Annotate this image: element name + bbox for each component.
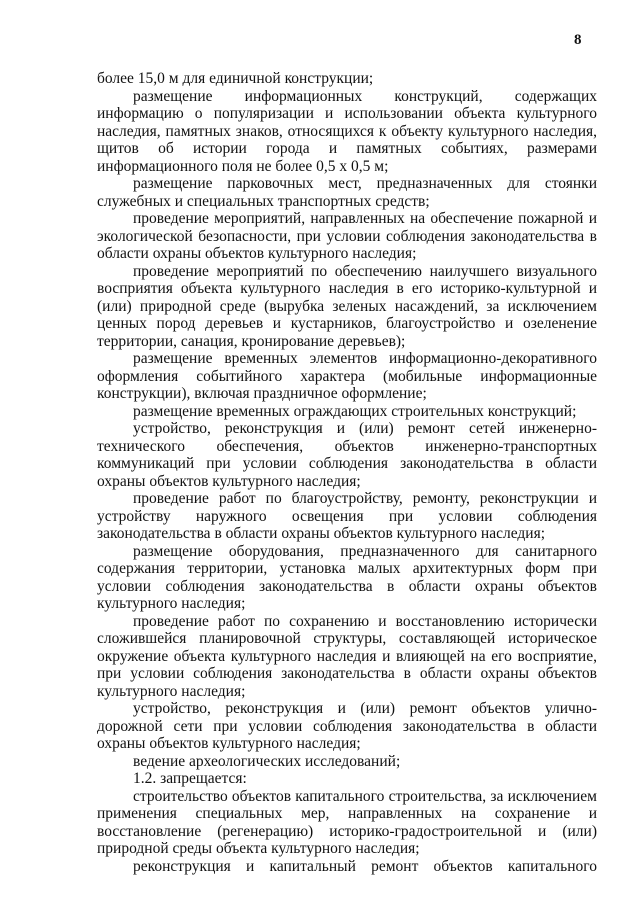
paragraph-visual-perception: проведение мероприятий по обеспечению наилучшего визуального восприятия объекта культурного наследия в его историко-культурной и (или) природной среде (вырубка зеленых насаждений, за исключением ценных пород деревьев и кустарников, благоустройство и озеленение территории, санация, кронирование деревьев);: [97, 262, 597, 350]
paragraph-landscaping-lighting: проведение работ по благоустройству, ремонту, реконструкции и устройству наружного освещения при условии соблюдения законодательства в области охраны объектов культурного наследия;: [97, 490, 597, 542]
paragraph-reconstruction: реконструкция и капитальный ремонт объектов капитального: [133, 857, 597, 875]
paragraph-planning-structure: проведение работ по сохранению и восстановлению исторически сложившейся планировочной структуры, составляющей историческое окружение объекта культурного наследия и влияющей на его восприятие, при условии соблюдения законодательства в области охраны объектов культурного наследия;: [97, 612, 597, 700]
document-body: [97, 70, 597, 875]
page-number: 8: [574, 32, 582, 48]
paragraph-info-structures: размещение информационных конструкций, содержащих информацию о популяризации и использовании объекта культурного наследия, памятных знаков, относящихся к объекту культурного наследия, щитов об истории города и памятных событиях, размерами информационного поля не более 0,5 х 0,5 м;: [97, 87, 597, 175]
paragraph-temporary-fences: размещение временных ограждающих строительных конструкций;: [133, 402, 577, 420]
paragraph-section-heading: 1.2. запрещается:: [133, 770, 247, 787]
paragraph-temporary-decor: размещение временных элементов информационно-декоративного оформления событийного характера (мобильные информационные конструкции), включая праздничное оформление;: [97, 350, 597, 402]
paragraph-fire-safety: проведение мероприятий, направленных на обеспечение пожарной и экологической безопасности, при условии соблюдения законодательства в области охраны объектов культурного наследия;: [97, 210, 597, 262]
paragraph-parking: размещение парковочных мест, предназначенных для стоянки служебных и специальных транспортных средств;: [97, 175, 597, 210]
paragraph-archaeology: ведение археологических исследований;: [133, 752, 401, 770]
paragraph-continuation: более 15,0 м для единичной конструкции;: [97, 70, 374, 87]
paragraph-engineering-networks: устройство, реконструкция и (или) ремонт сетей инженерно-технического обеспечения, объектов инженерно-транспортных коммуникаций при условии соблюдения законодательства в области охраны объектов культурного наследия;: [97, 420, 597, 490]
paragraph-road-network: устройство, реконструкция и (или) ремонт объектов улично-дорожной сети при условии соблюдения законодательства в области охраны объектов культурного наследия;: [97, 700, 597, 752]
paragraph-sanitary-equipment: размещение оборудования, предназначенного для санитарного содержания территории, установка малых архитектурных форм при условии соблюдения законодательства в области охраны объектов культурного наследия;: [97, 542, 597, 612]
paragraph-capital-construction: строительство объектов капитального строительства, за исключением применения специальных мер, направленных на сохранение и восстановление (регенерацию) историко-градостроительной и (или) природной среды объекта культурного наследия;: [97, 787, 597, 857]
